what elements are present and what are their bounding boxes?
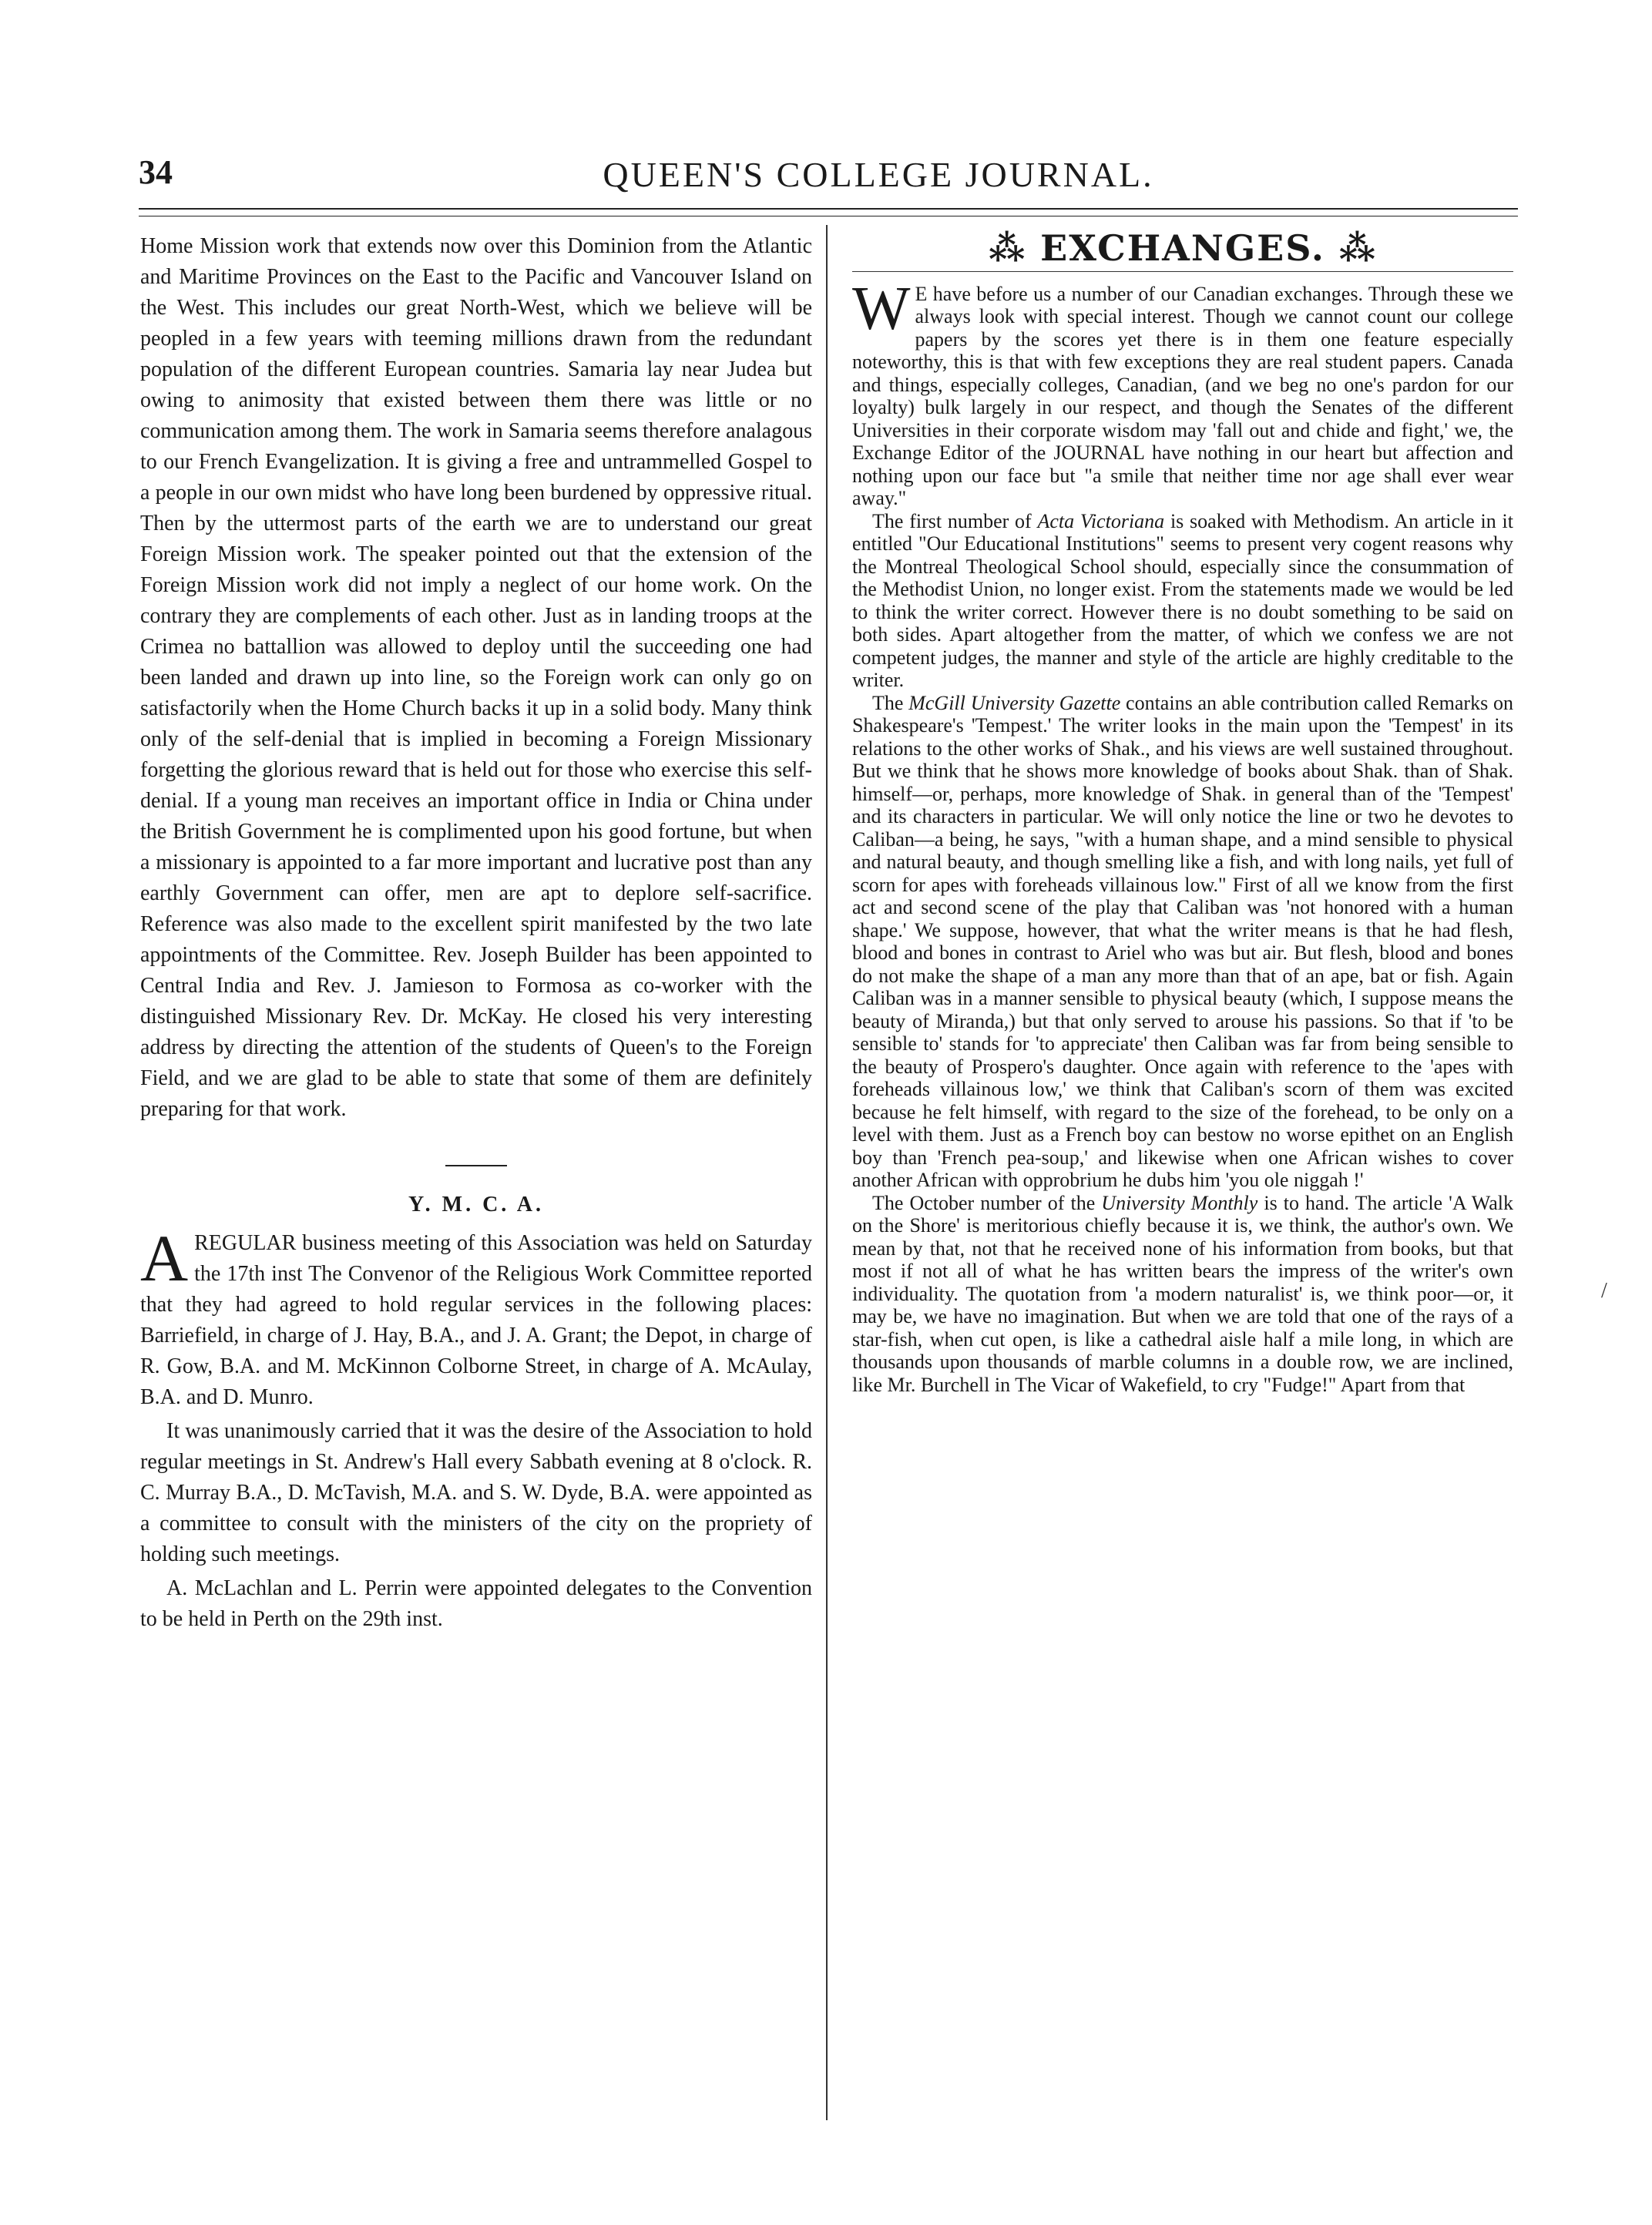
exchanges-heading	[852, 227, 1513, 269]
p4-text-after: is to hand. The article 'A Walk on the Shore' is meritorious chiefly because it is, we think, the author's own. We mean by that, not that he received none of his information from books, but that most if not all of what he has written bears the impress of the writer's own individuality. The quotation from 'a modern naturalist' is, we think poor—or, it may be, we have no imagination. But when we are told that one of the rays of a star-fish, when cut open, is like a cathedral aisle half a mile long, in which are thousands upon thousands of marble columns in a double row, we are inclined, like Mr. Burchell in The Vicar of Wakefield, to cry "Fudge!" Apart from that	[852, 1191, 1513, 1396]
right-column	[852, 227, 1513, 1396]
ymca-paragraph-2: It was unanimously carried that it was the desire of the Association to hold regular meetings in St. Andrew's Hall every Sabbath evening at 8 o'clock. R. C. Murray B.A., D. McTavish, M.A. and S. W. Dyde, B.A. were appointed as a committee to consult with the ministers of the city on the propriety of holding such meetings.	[140, 1419, 812, 1566]
left-column	[140, 231, 812, 1635]
publication-title: McGill University Gazette	[908, 691, 1121, 714]
exchanges-paragraph-3	[852, 692, 1513, 1192]
exchanges-paragraph-4	[852, 1192, 1513, 1397]
home-mission-paragraph: Home Mission work that extends now over this Dominion from the Atlantic and Maritime Provinces on the East to the Pacific and Vancouver Island on the West. This includes our great North-West, which we believe will be peopled in a few years with teeming millions drawn from the redundant population of the different European countries. Samaria lay near Judea but owing to animosity that existed between them there was little or no communication among them. The work in Samaria seems therefore analagous to our French Evangelization. It is giving a free and untrammelled Gospel to a people in our own midst who have long been burdened by oppressive ritual. Then by the uttermost parts of the earth we are to understand our great Foreign Mission work. The speaker pointed out that the extension of the Foreign Mission work did not imply a neglect of our home work. On the contrary they are complements of each other. Just as in landing troops at the Crimea no battallion was allowed to deploy until the succeeding one had been landed and drawn up into line, so the Foreign work can only go on satisfactorily when the Home Church backs it up in a solid body. Many think only of the self-denial that is implied in becoming a Foreign Missionary forgetting the glorious reward that is held out for those who exercise this self-denial. If a young man receives an important office in India or China under the British Government he is complimented upon his good fortune, but when a missionary is appointed to a far more important and lucrative post than any earthly Government can offer, men are apt to deplore self-sacrifice. Reference was also made to the excellent spirit manifested by the two late appointments of the Committee. Rev. Joseph Builder has been appointed to Central India and Rev. J. Jamieson to Formosa as co-worker with the distinguished Missionary Rev. Dr. McKay. He closed his very interesting address by directing the attention of the students of Queen's to the Foreign Field, and we are glad to be able to state that some of them are definitely preparing for that work.	[140, 234, 812, 1121]
publication-title: University Monthly	[1101, 1191, 1258, 1214]
p3-text-after: contains an able contribution called Remarks on Shakespeare's 'Tempest.' The writer looks in the main upon the 'Tempest' in its relations to the other works of Shak., and his views are well sustained throughout. But we think that he shows more knowledge of books about Shak. than of Shak. himself—or, perhaps, more knowledge of Shak. in general than of the 'Tempest' and its characters in particular. We will only notice the line or two he devotes to Caliban—a being, he says, "with a human shape, and a mind sensible to physical and natural beauty, and though smelling like a fish, and with long nails, yet full of scorn for apes with foreheads villainous low." First of all we know from the first act and second scene of the play that Caliban was 'not honored with a human shape.' We suppose, however, that what the writer means is that he had flesh, blood and bones in contrast to Ariel who was but air. But flesh, blood and bones do not make the shape of a man any more than that of an ape, bat or fish. Again Caliban was in a manner sensible to physical beauty (which, I suppose means the beauty of Miranda,) but that only served to arouse his passions. So that if 'to be sensible to' stands for 'to appreciate' then Caliban was far from being sensible to the beauty of Prospero's daughter. Once again with reference to the 'apes with foreheads villainous low,' we think that Caliban's scorn of them was excited because he felt himself, with regard to the size of the forehead, to be only on a level with them. Just as a French boy can bestow no worse epithet on an English boy than 'French pea-soup,' and likewise when one African wishes to cover another African with opprobrium he dubs him 'you ole niggah !'	[852, 691, 1513, 1191]
ornament-icon: ⁂	[989, 227, 1041, 269]
section-divider	[445, 1165, 507, 1166]
ymca-heading: Y. M. C. A.	[408, 1193, 544, 1217]
exchanges-paragraph-1: WE have before us a number of our Canadian exchanges. Through these we always look with special interest. Though we cannot count our college papers by the scores yet there is in them one feature especially noteworthy, this is that with few exceptions they are real student papers. Canada and things, especially colleges, Canadian, (and we beg no one's pardon for our loyalty) bulk largely in our respect, and though the Senates of the different Universities in their corporate wisdom may 'fall out and chide and fight,' we, the Exchange Editor of the JOURNAL have nothing in our heart but affection and nothing upon our face but "a smile that neither time nor age shall ever wear away."	[852, 274, 1513, 509]
exchanges-heading-text: EXCHANGES.	[1040, 227, 1325, 269]
p2-text-before: The first number of	[872, 509, 1038, 532]
exchanges-paragraph-2	[852, 510, 1513, 692]
margin-mark: /	[1601, 1279, 1607, 1303]
p4-text-before: The October number of the	[872, 1191, 1102, 1214]
p3-text-before: The	[872, 691, 909, 714]
ornament-icon: ⁂	[1325, 227, 1377, 269]
publication-title: Acta Victoriana	[1037, 509, 1165, 532]
header-rule	[139, 208, 1518, 210]
column-divider	[826, 225, 828, 2120]
p2-text-after: is soaked with Methodism. An article in it entitled "Our Educational Institutions" seems to present very cogent reasons why the Montreal Theological School should, especially since the consummation of the Methodist Union, no longer exist. From the statements made we would be led to think the writer correct. However there is no doubt something to be said on both sides. Apart altogether from the matter, of which we confess we are not competent judges, the manner and style of the article are highly creditable to the writer.	[852, 509, 1513, 691]
ymca-paragraph-3: A. McLachlan and L. Perrin were appointed delegates to the Convention to be held in Perth on the 29th inst.	[140, 1576, 812, 1631]
page-number: 34	[139, 153, 173, 191]
running-head: QUEEN'S COLLEGE JOURNAL.	[603, 155, 1154, 194]
exchanges-rule	[852, 271, 1513, 272]
ymca-paragraph-1: AREGULAR business meeting of this Association was held on Saturday the 17th inst The Convenor of the Religious Work Committee reported that they had agreed to hold regular services in the following places: Barriefield, in charge of J. Hay, B.A., and J. A. Grant; the Depot, in charge of R. Gow, B.A. and M. McKinnon Colborne Street, in charge of A. McAulay, B.A. and D. Munro.	[140, 1221, 812, 1409]
